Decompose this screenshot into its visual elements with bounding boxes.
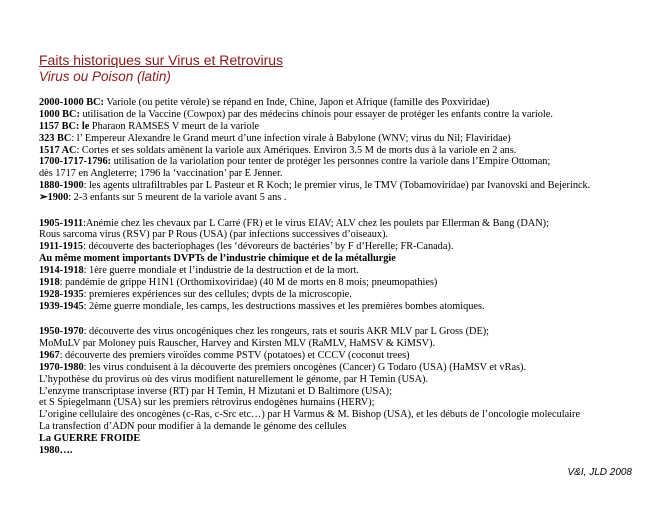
- timeline-text: L’hypothèse du provirus où des virus modifient naturellement le génome, par H Temin (USA).: [39, 373, 429, 385]
- timeline-text: Rous sarcoma virus (RSV) par P Rous (USA) (par infections successives d’oiseaux).: [39, 229, 389, 241]
- timeline-text: : les agents ultrafiltrables par L Pasteur et R Koch; le premier virus, le TMV (Tobamoviridae) par Ivanovski and Bejerinck.: [83, 180, 591, 192]
- timeline-line: [39, 326, 664, 338]
- timeline-text: : 2ème guerre mondiale, les camps, les destructions massives et les premières bombes atomiques.: [83, 300, 485, 312]
- timeline-text: : découverte des premiers viroïdes comme PSTV (potatoes) et CCCV (coconut trees): [59, 349, 410, 361]
- timeline-date: 1967: [39, 349, 60, 361]
- timeline-text: L’enzyme transcriptase inverse (RT) par H Temin, H Mizutani et D Baltimore (USA);: [39, 385, 392, 397]
- timeline-text: La transfection d’ADN pour modifier à la demande le génome des cellules: [39, 421, 347, 433]
- timeline-line: [39, 397, 664, 409]
- section-modern-era: [39, 326, 664, 457]
- timeline-text: : les virus conduisent à la découverte des premiers oncogènes (Cancer) G Todaro (USA) (HaMSV et vRas).: [83, 361, 527, 373]
- timeline-date: 1880-1900: [39, 180, 84, 192]
- timeline-text: Variole (ou petite vérole) se répand en Inde, Chine, Japon et Afrique (famille des Poxviridae): [103, 97, 490, 108]
- timeline-line: [39, 145, 664, 157]
- timeline-date: 1905-1911: [39, 217, 84, 229]
- timeline-date: 323 BC: [39, 132, 72, 144]
- section-early-20th-century: [39, 218, 664, 313]
- timeline-text: et S Spiegelmann (USA) sur les premiers rétrovirus endogènes humains (HERV);: [39, 397, 375, 409]
- timeline-date: La GUERRE FROIDE: [39, 433, 141, 445]
- section-antiquity: [39, 97, 664, 204]
- timeline-line: [39, 229, 664, 241]
- timeline-line: [39, 218, 664, 230]
- timeline-line: [39, 168, 664, 180]
- timeline-text: : 2-3 enfants sur 5 meurent de la variole avant 5 ans .: [68, 192, 287, 204]
- timeline-date: 1000 BC:: [39, 108, 80, 120]
- timeline-line: [39, 156, 664, 168]
- timeline-line: [39, 409, 664, 421]
- timeline-line: [39, 180, 664, 192]
- timeline-text: utilisation de la variolation pour tenter de protéger les personnes contre la variole dans l’Empire Ottoman;: [111, 156, 551, 168]
- timeline-line: [39, 265, 664, 277]
- slide-footer-credit: V&I, JLD 2008: [567, 467, 632, 478]
- timeline-date: ➢1900: [39, 192, 69, 204]
- timeline-line: [39, 133, 664, 145]
- timeline-text: : 1ère guerre mondiale et l’industrie de la destruction et de la mort.: [83, 265, 359, 277]
- timeline-line: [39, 121, 664, 133]
- timeline-date: 1517 AC: [39, 144, 77, 156]
- timeline-date: 1950-1970: [39, 326, 84, 338]
- timeline-text: Pharaon RAMSES V meurt de la variole: [89, 120, 260, 132]
- timeline-text: MoMuLV par Moloney puis Rauscher, Harvey and Kirsten MLV (RaMLV, HaMSV & KiMSV).: [39, 338, 436, 350]
- section-gap: [39, 204, 664, 218]
- timeline-date: 1157 BC: le: [39, 120, 90, 132]
- slide-subtitle: Virus ou Poison (latin): [39, 69, 171, 84]
- timeline-line: [39, 192, 664, 204]
- timeline-line: [39, 301, 664, 313]
- timeline-line: [39, 289, 664, 301]
- timeline-line: [39, 350, 664, 362]
- timeline-date: 1911-1915: [39, 241, 84, 253]
- slide-title: Faits historiques sur Virus et Retrovirus: [39, 52, 284, 68]
- timeline-line: [39, 362, 664, 374]
- timeline-line: [39, 386, 664, 398]
- timeline-date: 1980….: [39, 445, 73, 457]
- timeline-text: : l’ Empereur Alexandre le Grand meurt d’une infection virale à Babylone (WNV; virus du Nil; Flaviridae): [71, 132, 511, 144]
- timeline-line: [39, 277, 664, 289]
- timeline-text: : pandémie de grippe H1N1 (Orthomixoviridae) (40 M de morts en 8 mois; pneumopathies): [59, 276, 438, 288]
- timeline-text: : découverte des bacteriophages (les ‘dévoreurs de bactéries’ by F d’Herelle; FR-Canada).: [83, 241, 454, 253]
- timeline-text: utilisation de la Vaccine (Cowpox) par des médecins chinois pour essayer de protéger les enfants contre la variole.: [79, 108, 553, 120]
- timeline-date: 1970-1980: [39, 361, 84, 373]
- timeline-date: 1700-1717-1796:: [39, 156, 112, 168]
- timeline-text: : premieres expériences sur des cellules; dvpts de la microscopie.: [83, 288, 352, 300]
- timeline-date: 1939-1945: [39, 300, 84, 312]
- timeline-line: [39, 433, 664, 445]
- timeline-text: :Anémie chez les chevaux par L Carré (FR) et le virus EIAV; ALV chez les poulets par Ellerman & Bang (DAN);: [83, 217, 549, 229]
- timeline-line: [39, 109, 664, 121]
- timeline-line: [39, 374, 664, 386]
- timeline-date: 1918: [39, 276, 60, 288]
- timeline-text: dès 1717 en Angleterre; 1796 la ‘vaccination’ par E Jenner.: [39, 168, 283, 180]
- timeline-line: [39, 445, 664, 457]
- timeline-text: L’origine cellulaire des oncogènes (c-Ras, c-Src etc…) par H Varmus & M. Bishop (USA), et les débuts de l’oncologie moleculaire: [39, 409, 581, 421]
- timeline-text: : découverte des virus oncogéniques chez les rongeurs, rats et souris AKR MLV par L Gross (DE);: [83, 326, 490, 338]
- timeline-date: 2000-1000 BC:: [39, 97, 104, 108]
- timeline-line: [39, 241, 664, 253]
- timeline-date: 1928-1935: [39, 288, 84, 300]
- timeline-text: : Cortes et ses soldats amènent la variole aux Amériques. Environ 3.5 M de morts dus à la variole en 2 ans.: [76, 144, 517, 156]
- slide-body: [39, 97, 664, 457]
- timeline-line: [39, 253, 664, 265]
- timeline-date: Au même moment importants DVPTs de l’industrie chimique et de la métallurgie: [39, 253, 396, 265]
- timeline-date: 1914-1918: [39, 265, 84, 277]
- timeline-line: [39, 421, 664, 433]
- section-gap: [39, 313, 664, 327]
- timeline-line: [39, 97, 664, 109]
- timeline-line: [39, 338, 664, 350]
